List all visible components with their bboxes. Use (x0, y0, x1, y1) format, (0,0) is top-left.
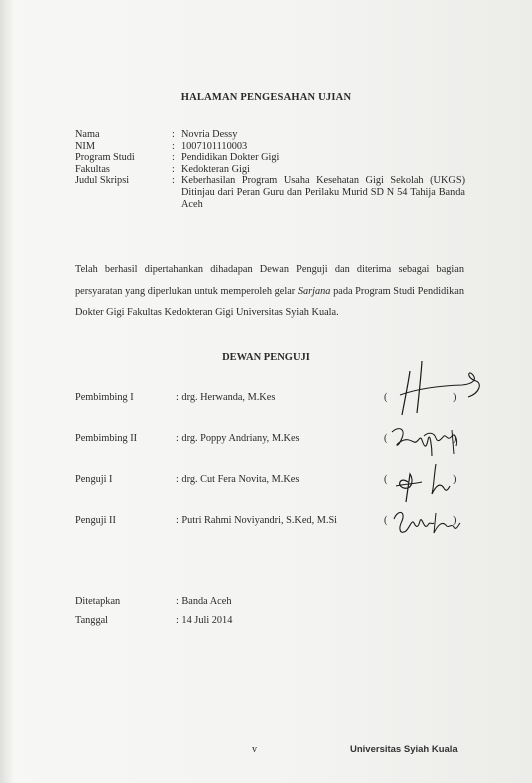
info-colon: : (172, 129, 175, 140)
signature-2 (388, 420, 468, 462)
signature-bracket-open: ( (384, 474, 388, 485)
signature-bracket-close: ) (453, 515, 457, 526)
decision-place-value: : Banda Aceh (176, 596, 232, 607)
approval-paragraph (75, 259, 464, 324)
page-edge-shadow (0, 0, 14, 783)
footer-university: Universitas Syiah Kuala (350, 744, 458, 755)
signature-bracket-open: ( (384, 515, 388, 526)
examiners-heading: DEWAN PENGUJI (222, 352, 310, 363)
page-number: v (252, 744, 257, 755)
info-value: 1007101110003 (181, 140, 248, 152)
student-info-block (75, 129, 465, 210)
examiner-role: Pembimbing II (75, 433, 138, 444)
examiner-role: Pembimbing I (75, 392, 134, 403)
examiner-role: Penguji I (75, 474, 113, 485)
info-label: Fakultas (75, 163, 110, 175)
signature-4 (390, 505, 462, 539)
info-value: Kedokteran Gigi (181, 163, 250, 175)
signature-1 (392, 357, 488, 419)
signature-3 (392, 460, 468, 504)
info-row-nim (75, 141, 465, 153)
info-value: Pendidikan Dokter Gigi (181, 152, 280, 164)
info-colon: : (172, 175, 175, 187)
info-row-judul-skripsi (75, 175, 465, 210)
examiner-name: : Putri Rahmi Noviyandri, S.Ked, M.Si (176, 515, 338, 526)
examiner-role: Penguji II (75, 515, 116, 526)
signature-bracket-close: ) (453, 433, 457, 444)
examiner-name: : drg. Poppy Andriany, M.Kes (176, 433, 300, 444)
examiner-name: : drg. Herwanda, M.Kes (176, 392, 276, 403)
signature-bracket-close: ) (453, 474, 457, 485)
paragraph-text-end: pada Program Studi Pendidikan Dokter Gigi Fakultas Kedokteran Gigi Universitas Syiah Kuala. (75, 285, 464, 319)
signature-bracket-open: ( (384, 433, 388, 444)
info-colon: : (172, 163, 175, 175)
paragraph-text-start: Telah berhasil dipertahankan dihadapan Dewan Penguji dan diterima sebagai bagian persyaratan yang diperlukan untuk memperoleh gelar (75, 264, 464, 297)
thesis-title: Keberhasilan Program Usaha Kesehatan Gigi Sekolah (UKGS) Ditinjau dari Peran Guru dan Perilaku Murid SD N 54 Tahija Banda Aceh (181, 175, 465, 210)
info-label: NIM (75, 140, 96, 152)
page-title: HALAMAN PENGESAHAN UJIAN (180, 92, 352, 103)
signature-bracket-close: ) (453, 392, 457, 403)
info-label: Program Studi (75, 152, 135, 164)
info-row-fakultas (75, 164, 465, 176)
degree-title: Sarjana (297, 285, 331, 297)
decision-date-label: Tanggal (75, 615, 109, 626)
info-colon: : (172, 152, 175, 164)
examiner-name: : drg. Cut Fera Novita, M.Kes (176, 474, 300, 485)
signature-bracket-open: ( (384, 392, 388, 403)
info-row-program-studi (75, 152, 465, 164)
info-colon: : (172, 140, 175, 152)
info-value: Novria Dessy (181, 129, 238, 140)
info-row-nama (75, 129, 465, 141)
decision-place-label: Ditetapkan (75, 596, 121, 607)
info-label: Judul Skripsi (75, 175, 130, 187)
info-label: Nama (75, 129, 100, 140)
decision-date-value: : 14 Juli 2014 (176, 615, 233, 626)
